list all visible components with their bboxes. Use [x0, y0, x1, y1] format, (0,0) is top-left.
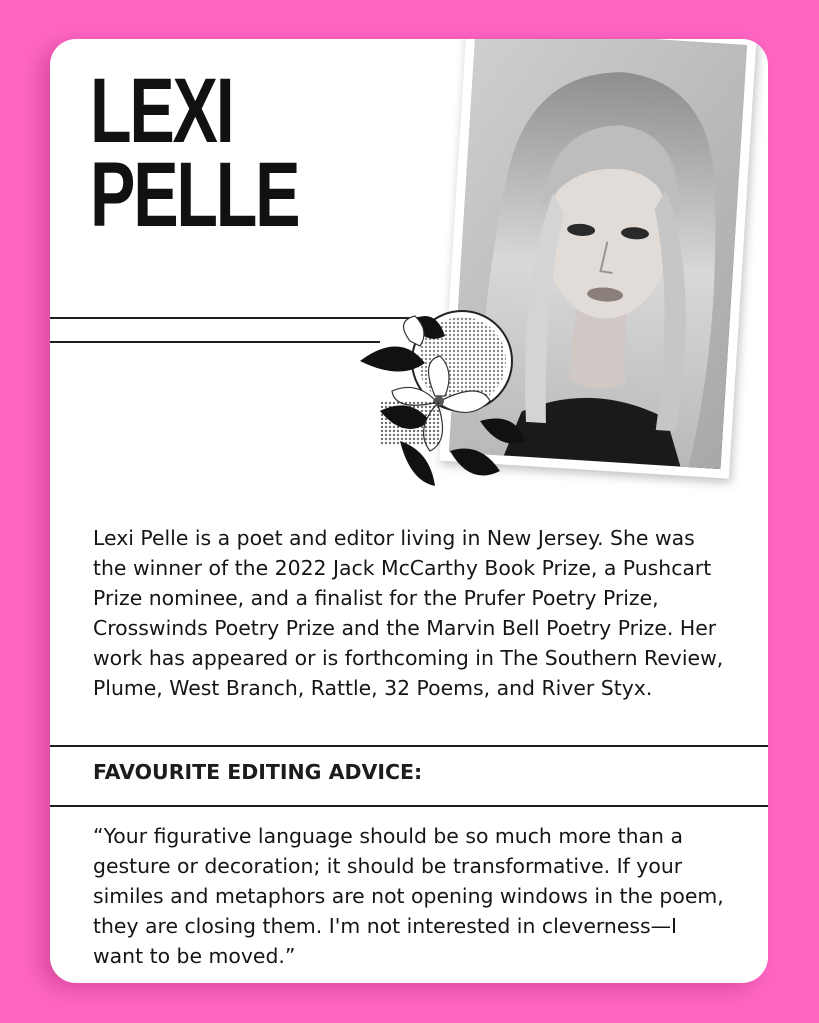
advice-heading: FAVOURITE EDITING ADVICE: — [93, 760, 423, 784]
divider-advice-bottom — [50, 805, 768, 807]
flower-halftone-icon — [340, 301, 535, 493]
profile-card — [50, 39, 768, 983]
advice-quote: “Your figurative language should be so much more than a gesture or decoration; it should be transformative. If your similes and metaphors are not opening windows in the poem, they are closing them. I'm not interested in cleverness—I want to be moved.” — [93, 824, 724, 968]
bio-text: Lexi Pelle is a poet and editor living in New Jersey. She was the winner of the 2022 Jack McCarthy Book Prize, a Pushcart Prize nominee, and a finalist for the Prufer Poetry Prize, Crosswinds Poetry Prize and the Marvin Bell Poetry Prize. Her work has appeared or is forthcoming in The Southern Review, Plume, West Branch, Rattle, 32 Poems, and River Styx. — [93, 526, 724, 700]
divider-top-2 — [50, 341, 380, 343]
name-line-first: LEXI — [90, 60, 233, 162]
person-name — [90, 60, 299, 246]
name-line-last: PELLE — [90, 144, 299, 246]
divider-advice-top — [50, 745, 768, 747]
